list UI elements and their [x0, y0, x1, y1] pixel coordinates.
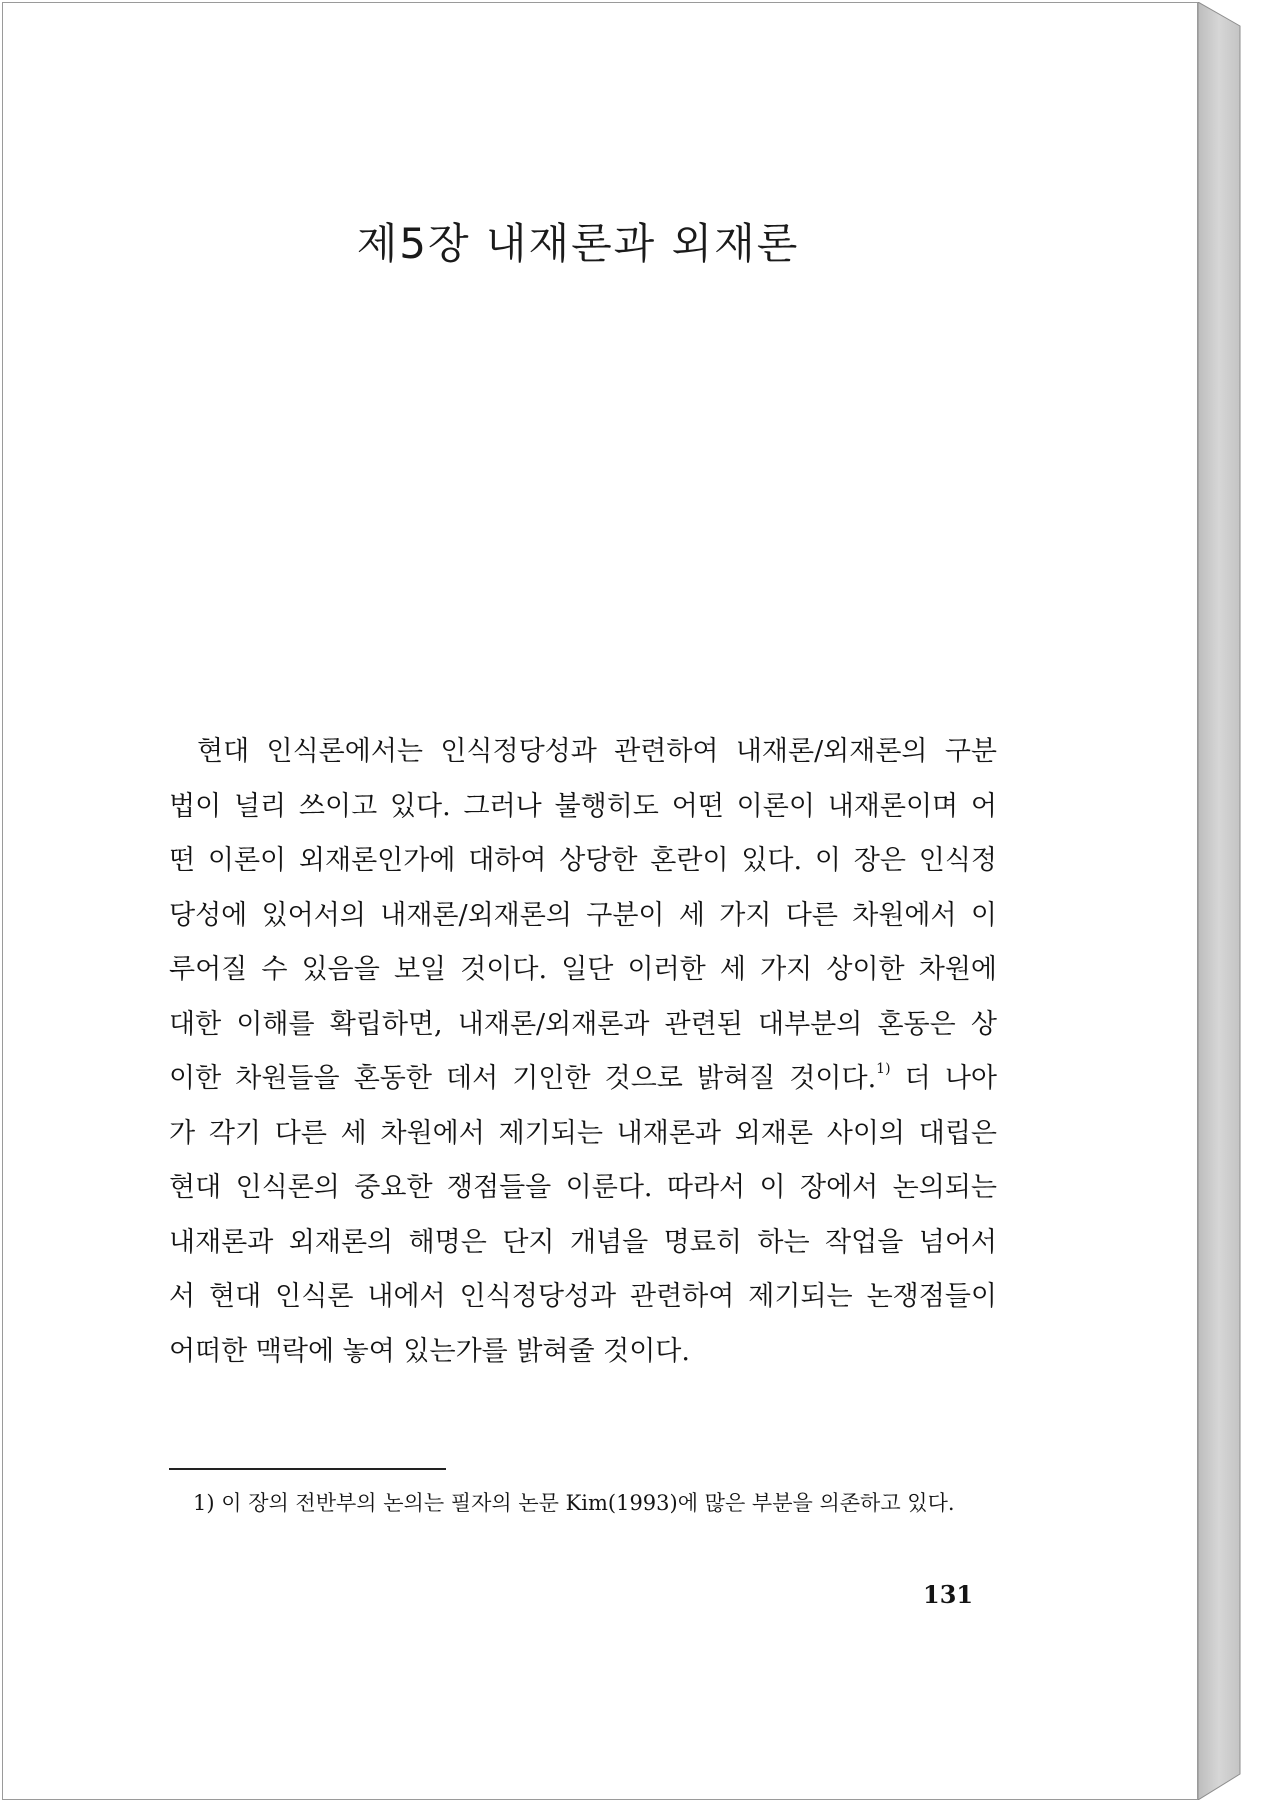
paragraph-line: 서 현대 인식론 내에서 인식정당성과 관련하여 제기되는 논쟁점들이	[169, 1281, 997, 1312]
book-edge	[1198, 2, 1268, 1800]
page-number: 131	[923, 1580, 974, 1609]
paragraph-line: 가 각기 다른 세 차원에서 제기되는 내재론과 외재론 사이의 대립은	[169, 1117, 997, 1149]
book-page	[2, 2, 1198, 1800]
paragraph-line: 루어질 수 있음을 보일 것이다. 일단 이러한 세 가지 상이한 차원에	[169, 954, 997, 985]
paragraph-text: 더 나아	[890, 1063, 997, 1094]
footnote: 1) 이 장의 전반부의 논의는 필자의 논문 Kim(1993)에 많은 부분을 의존하고 있다.	[193, 1491, 955, 1515]
footnote-reference[interactable]: 1)	[876, 1061, 891, 1077]
paragraph-line: 현대 인식론의 중요한 쟁점들을 이룬다. 따라서 이 장에서 논의되는	[169, 1172, 997, 1203]
paragraph-line: 당성에 있어서의 내재론/외재론의 구분이 세 가지 다른 차원에서 이	[169, 899, 997, 931]
body-paragraph	[169, 725, 997, 1379]
paragraph-line-with-footnote-ref	[169, 1052, 997, 1107]
paragraph-line: 떤 이론이 외재론인가에 대하여 상당한 혼란이 있다. 이 장은 인식정	[169, 845, 997, 876]
paragraph-text: 이한 차원들을 혼동한 데서 기인한 것으로 밝혀질 것이다.	[169, 1063, 877, 1094]
chapter-title: 제5장 내재론과 외재론	[356, 219, 800, 269]
paragraph-line: 내재론과 외재론의 해명은 단지 개념을 명료히 하는 작업을 넘어서	[169, 1226, 997, 1258]
paragraph-line: 대한 이해를 확립하면, 내재론/외재론과 관련된 대부분의 혼동은 상	[169, 1008, 997, 1040]
footnote-divider	[169, 1468, 446, 1470]
paragraph-line: 법이 널리 쓰이고 있다. 그러나 불행히도 어떤 이론이 내재론이며 어	[169, 790, 997, 822]
paragraph-line: 현대 인식론에서는 인식정당성과 관련하여 내재론/외재론의 구분	[197, 736, 997, 767]
paragraph-line: 어떠한 맥락에 놓여 있는가를 밝혀줄 것이다.	[169, 1335, 690, 1367]
